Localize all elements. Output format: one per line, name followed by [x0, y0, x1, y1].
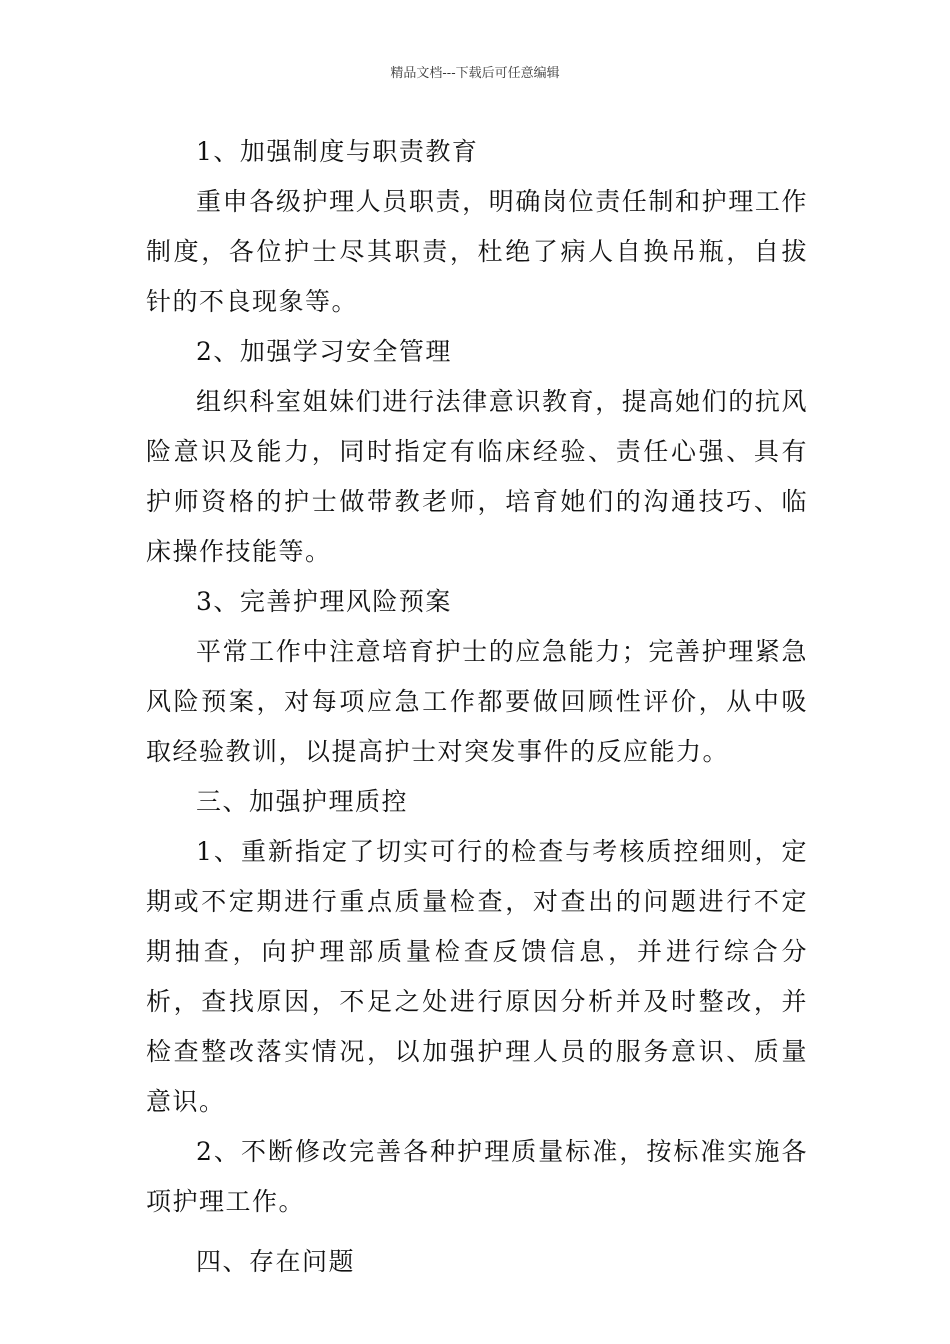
body-paragraph: 1、重新指定了切实可行的检查与考核质控细则，定期或不定期进行重点质量检查，对查出的问题进行不定期抽查，向护理部质量检查反馈信息，并进行综合分析，查找原因，不足之处进行原因分析并及时整改，并检查整改落实情况，以加强护理人员的服务意识、质量意识。 — [146, 837, 808, 1116]
section-heading: 2、加强学习安全管理 — [196, 337, 452, 366]
section-heading: 四、存在问题 — [196, 1247, 356, 1276]
body-paragraph: 2、不断修改完善各种护理质量标准，按标准实施各项护理工作。 — [146, 1137, 808, 1216]
body-paragraph: 组织科室姐妹们进行法律意识教育，提高她们的抗风险意识及能力，同时指定有临床经验、责任心强、具有护师资格的护士做带教老师，培育她们的沟通技巧、临床操作技能等。 — [146, 387, 808, 566]
section-heading: 3、完善护理风险预案 — [196, 587, 452, 616]
section-heading: 三、加强护理质控 — [196, 787, 409, 816]
body-paragraph: 重申各级护理人员职责，明确岗位责任制和护理工作制度，各位护士尽其职责，杜绝了病人自换吊瓶，自拔针的不良现象等。 — [146, 187, 808, 316]
page-header: 精品文档---下载后可任意编辑 — [390, 66, 560, 81]
section-heading: 1、加强制度与职责教育 — [196, 137, 479, 166]
body-paragraph: 平常工作中注意培育护士的应急能力；完善护理紧急风险预案，对每项应急工作都要做回顾性评价，从中吸取经验教训，以提高护士对突发事件的反应能力。 — [146, 637, 808, 766]
document-body — [146, 127, 808, 1287]
